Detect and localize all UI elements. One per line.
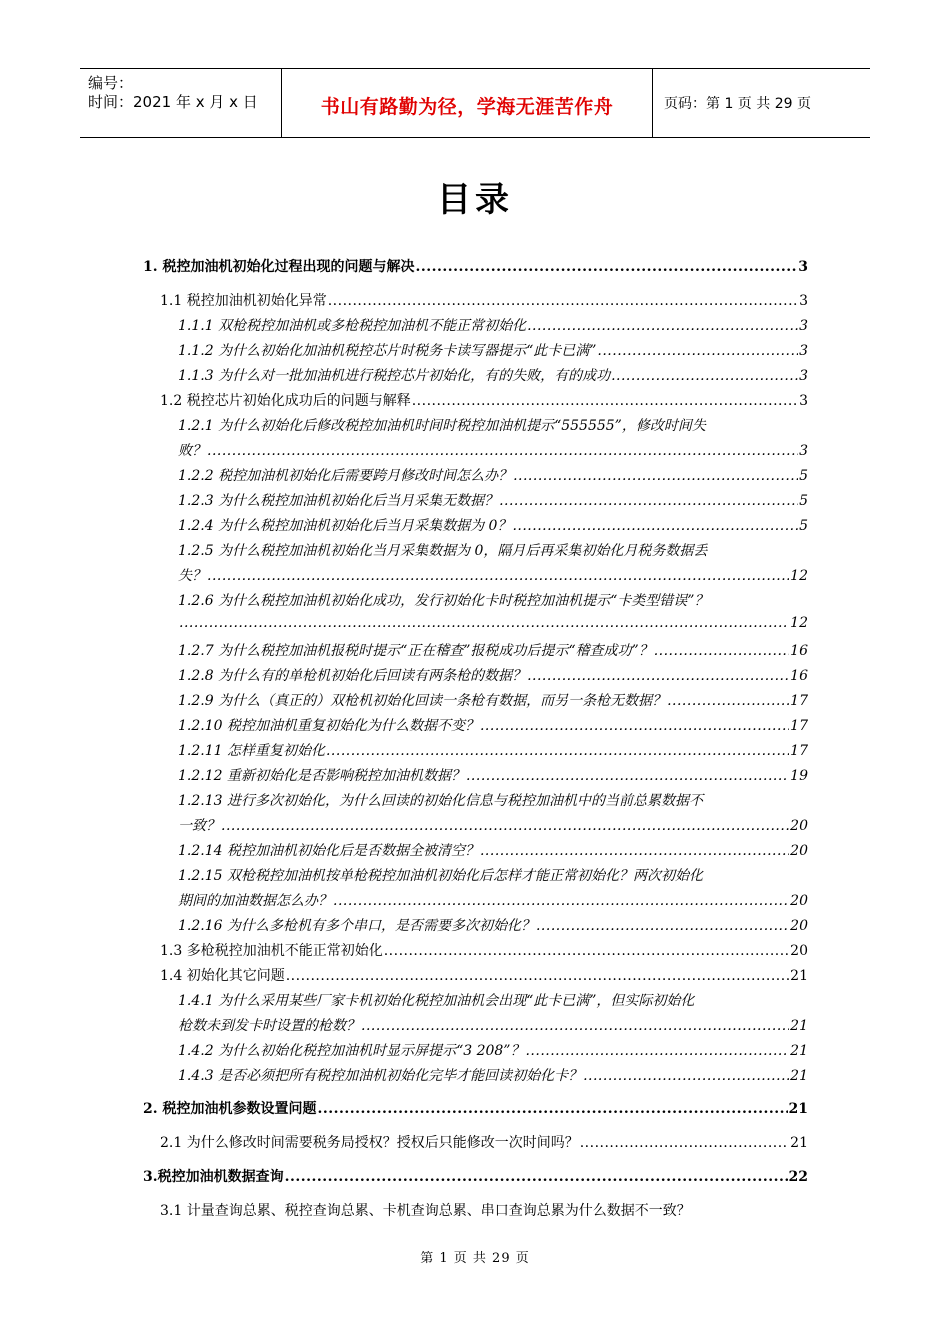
toc-entry-page: 3	[798, 259, 808, 275]
toc-entry-page: 20	[790, 918, 808, 934]
header-motto-cell	[281, 69, 653, 137]
toc-entry-page: 16	[790, 643, 808, 659]
toc-entry-page: 3	[799, 343, 808, 359]
header-meta	[80, 69, 280, 137]
toc-entry-text: 1.2.9 为什么（真正的）双枪机初始化回读一条枪有数据，而另一条枪无数据？	[178, 693, 667, 709]
toc-entry-1-2-1[interactable]	[178, 440, 808, 460]
toc-entry-1-2-15-line1[interactable]: 1.2.15 双枪税控加油机按单枪税控加油机初始化后怎样才能正常初始化？两次初始化	[178, 868, 703, 884]
motto-text: 书山有路勤为径，学海无涯苦作舟	[320, 96, 614, 118]
toc-entry-text: 败？	[178, 443, 206, 459]
page-footer: 第 1 页 共 29 页	[420, 1251, 530, 1266]
number-label: 编号：	[88, 74, 134, 92]
toc-entry-text: 1.1.3 为什么对一批加油机进行税控芯片初始化，有的失败，有的成功	[178, 368, 611, 384]
toc-entry-text: 2.1 为什么修改时间需要税务局授权？授权后只能修改一次时间吗？	[160, 1135, 579, 1151]
page-title: 目录	[437, 180, 513, 220]
toc-entry-page: 3	[799, 443, 808, 459]
toc-entry-1-3[interactable]	[160, 940, 808, 960]
toc-entry-1-2-6-line1[interactable]: 1.2.6 为什么税控加油机初始化成功，发行初始化卡时税控加油机提示“卡类型错误”？	[178, 593, 709, 609]
toc-entry-text: 1.2.14 税控加油机初始化后是否数据全被清空？	[178, 843, 479, 859]
toc-entry-page: 3	[799, 318, 808, 334]
toc-entry-1-2-2[interactable]	[178, 465, 808, 485]
toc-entry-text: 1.4.2 为什么初始化税控加油机时显示屏提示“3 208”？	[178, 1043, 525, 1059]
toc-entry-1-4-3[interactable]	[178, 1065, 808, 1085]
toc-entry-1-2[interactable]	[160, 390, 808, 410]
toc-entry-text: 1.2.4 为什么税控加油机初始化后当月采集数据为 0？	[178, 518, 512, 534]
toc-entry-text: 1.1 税控加油机初始化异常	[160, 293, 327, 309]
toc-entry-page: 21	[790, 1068, 808, 1084]
toc-entry-page: 20	[790, 818, 808, 834]
toc-entry-text: 1.2.11 怎样重复初始化	[178, 743, 325, 759]
toc-entry-text: 3.税控加油机数据查询	[143, 1169, 284, 1185]
toc-entry-text: 1.1.2 为什么初始化加油机税控芯片时税务卡读写器提示“此卡已满”	[178, 343, 597, 359]
toc-entry-page: 16	[790, 668, 808, 684]
toc-entry-page: 17	[790, 693, 808, 709]
toc-entry-text: 1.2.10 税控加油机重复初始化为什么数据不变？	[178, 718, 479, 734]
toc-entry-3-1[interactable]: 3.1 计量查询总累、税控查询总累、卡机查询总累、串口查询总累为什么数据不一致？	[160, 1203, 691, 1219]
toc-entry-2-1[interactable]	[160, 1132, 808, 1152]
toc-entry-page: 3	[799, 293, 808, 309]
toc-entry-1[interactable]	[143, 256, 808, 276]
toc-entry-1-2-13[interactable]	[178, 815, 808, 835]
toc-entry-text: 1.2.3 为什么税控加油机初始化后当月采集无数据？	[178, 493, 499, 509]
toc-entry-text: 1.2.16 为什么多枪机有多个串口，是否需要多次初始化？	[178, 918, 535, 934]
toc-entry-page: 17	[790, 743, 808, 759]
toc-entry-text: 1.4.3 是否必须把所有税控加油机初始化完毕才能回读初始化卡？	[178, 1068, 583, 1084]
toc-entry-page: 21	[790, 1135, 808, 1151]
toc-entry-text: 1.2.8 为什么有的单枪机初始化后回读有两条枪的数据？	[178, 668, 527, 684]
toc-entry-text: 1.1.1 双枪税控加油机或多枪税控加油机不能正常初始化	[178, 318, 527, 334]
toc-entry-text: 一致？	[178, 818, 220, 834]
toc-entry-1-2-6[interactable]	[178, 615, 808, 631]
toc-entry-text: 枪数未到发卡时设置的枪数？	[178, 1018, 360, 1034]
toc-entry-text: 1.2 税控芯片初始化成功后的问题与解释	[160, 393, 411, 409]
toc-entry-page: 5	[799, 468, 808, 484]
toc-entry-text: 1. 税控加油机初始化过程出现的问题与解决	[143, 259, 415, 275]
page-info: 页码：第 1 页 共 29 页	[664, 96, 811, 112]
toc-entry-1-2-5[interactable]	[178, 565, 808, 585]
toc-entry-page: 5	[799, 493, 808, 509]
toc-entry-page: 12	[790, 568, 808, 584]
toc-entry-page: 21	[790, 1018, 808, 1034]
toc-entry-1-2-16[interactable]	[178, 915, 808, 935]
toc-entry-page: 17	[790, 718, 808, 734]
toc-entry-page: 3	[799, 393, 808, 409]
toc-entry-1-2-1-line1[interactable]: 1.2.1 为什么初始化后修改税控加油机时间时税控加油机提示“555555”，修改时间失	[178, 418, 706, 434]
toc-entry-1-2-7[interactable]	[178, 640, 808, 660]
toc-entry-text: 1.2.7 为什么税控加油机报税时提示“正在稽查”报税成功后提示“稽查成功”？	[178, 643, 653, 659]
toc-entry-text: 2. 税控加油机参数设置问题	[143, 1101, 317, 1117]
toc-entry-1-2-15[interactable]	[178, 890, 808, 910]
toc-entry-1-2-12[interactable]	[178, 765, 808, 785]
toc-entry-1-2-8[interactable]	[178, 665, 808, 685]
toc-entry-1-2-3[interactable]	[178, 490, 808, 510]
toc-entry-1-2-10[interactable]	[178, 715, 808, 735]
toc-entry-page: 22	[788, 1169, 808, 1185]
toc-entry-text: 1.2.12 重新初始化是否影响税控加油机数据？	[178, 768, 465, 784]
toc-entry-page: 5	[799, 518, 808, 534]
document-header	[80, 68, 870, 138]
toc-entry-text: 期间的加油数据怎么办？	[178, 893, 332, 909]
toc-entry-1-2-13-line1[interactable]: 1.2.13 进行多次初始化，为什么回读的初始化信息与税控加油机中的当前总累数据不	[178, 793, 703, 809]
toc-entry-1-2-11[interactable]	[178, 740, 808, 760]
toc-entry-text: 1.2.2 税控加油机初始化后需要跨月修改时间怎么办？	[178, 468, 513, 484]
toc-entry-1-2-14[interactable]	[178, 840, 808, 860]
toc-entry-page: 3	[799, 368, 808, 384]
toc-entry-text: 失？	[178, 568, 206, 584]
toc-entry-3[interactable]	[143, 1166, 808, 1186]
toc-entry-2[interactable]	[143, 1098, 808, 1118]
toc-entry-1-1-3[interactable]	[178, 365, 808, 385]
toc-entry-1-2-5-line1[interactable]: 1.2.5 为什么税控加油机初始化当月采集数据为 0，隔月后再采集初始化月税务数据丢	[178, 543, 708, 559]
toc-entry-1-4[interactable]	[160, 965, 808, 985]
toc-entry-page: 21	[790, 968, 808, 984]
toc-entry-1-1-1[interactable]	[178, 315, 808, 335]
toc-entry-page: 21	[788, 1101, 808, 1117]
toc-entry-text: 1.4 初始化其它问题	[160, 968, 285, 984]
toc-entry-1-4-1-line1[interactable]: 1.4.1 为什么采用某些厂家卡机初始化税控加油机会出现“此卡已满”，但实际初始化	[178, 993, 695, 1009]
toc-entry-1-4-2[interactable]	[178, 1040, 808, 1060]
toc-entry-page: 19	[790, 768, 808, 784]
toc-entry-page: 12	[790, 615, 808, 631]
toc-entry-page: 20	[790, 843, 808, 859]
toc-entry-page: 21	[790, 1043, 808, 1059]
time-label: 时间：2021 年 x 月 x 日	[88, 93, 258, 111]
toc-entry-1-2-9[interactable]	[178, 690, 808, 710]
toc-entry-page: 20	[790, 893, 808, 909]
toc-entry-1-4-1[interactable]	[178, 1015, 808, 1035]
toc-entry-1-1[interactable]	[160, 290, 808, 310]
toc-entry-1-2-4[interactable]	[178, 515, 808, 535]
toc-entry-1-1-2[interactable]	[178, 340, 808, 360]
toc-entry-page: 20	[790, 943, 808, 959]
toc-entry-text: 1.3 多枪税控加油机不能正常初始化	[160, 943, 383, 959]
